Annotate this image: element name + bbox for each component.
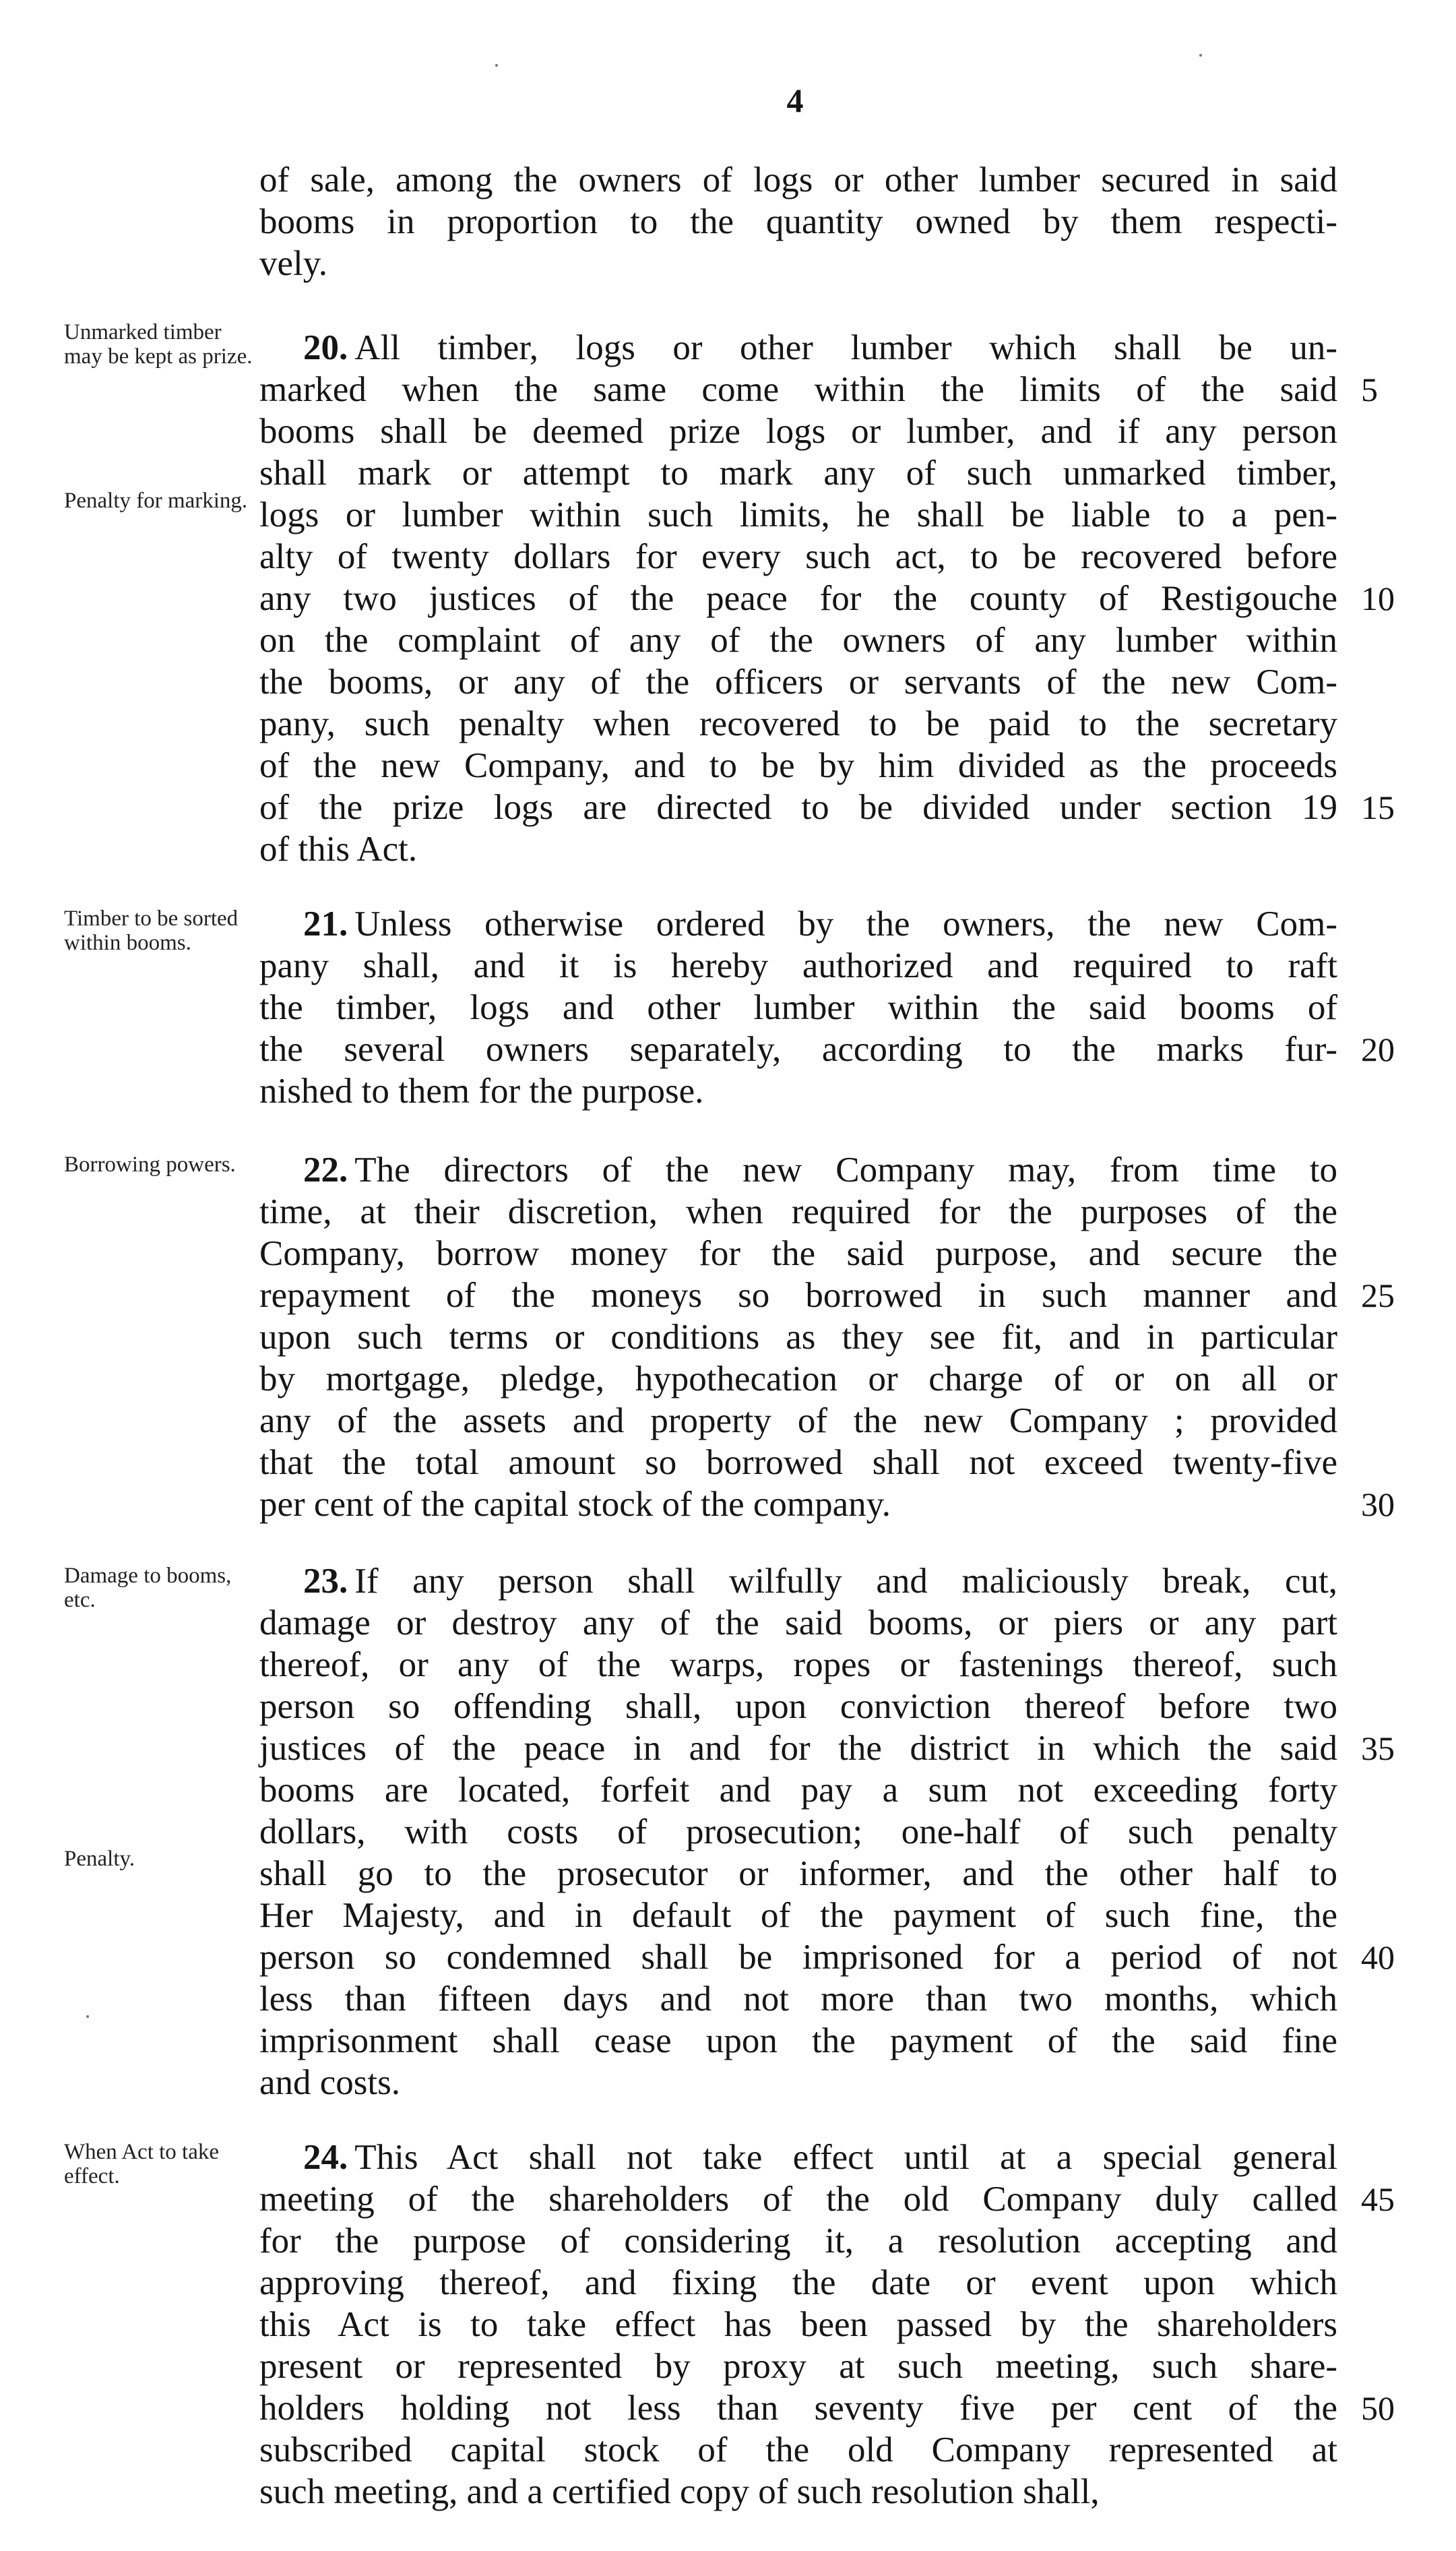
text-line: per cent of the capital stock of the company. <box>259 1485 891 1524</box>
text-line: alty of twenty dollars for every such act, to be recovered before <box>259 537 1337 576</box>
text-line: this Act is to take effect has been passed by the shareholders <box>259 2305 1337 2344</box>
line-number: 15 <box>1361 789 1395 826</box>
text-line: vely. <box>259 244 328 283</box>
text-line: holders holding not less than seventy five per cent of the <box>259 2389 1337 2428</box>
margin-note: When Act to take effect. <box>64 2140 220 2188</box>
text-line: justices of the peace in and for the district in which the said <box>259 1729 1337 1768</box>
text-line: of sale, among the owners of logs or other lumber secured in said <box>259 160 1337 199</box>
section-number: 22. <box>303 1150 348 1190</box>
text-line: of this Act. <box>259 830 418 869</box>
text-line: dollars, with costs of prosecution; one-half of such penalty <box>259 1812 1337 1851</box>
text-line: and costs. <box>259 2063 401 2102</box>
scan-speck <box>1199 54 1202 57</box>
section-24-first-line: 24. This Act shall not take effect until at a special general <box>303 2138 1337 2177</box>
line-number: 45 <box>1361 2180 1395 2218</box>
text-line: any two justices of the peace for the county of Restigouche <box>259 579 1337 618</box>
margin-note: Timber to be sorted within booms. <box>64 906 239 955</box>
text-line: person so offending shall, upon conviction thereof before two <box>259 1687 1337 1726</box>
line-number: 20 <box>1361 1031 1395 1068</box>
line-number: 10 <box>1361 580 1395 617</box>
text-line: that the total amount so borrowed shall not exceed twenty-five <box>259 1443 1337 1482</box>
line-number: 50 <box>1361 2389 1395 2427</box>
margin-note: Unmarked timber may be kept as prize. <box>64 320 253 369</box>
text-line: for the purpose of considering it, a resolution accepting and <box>259 2221 1337 2261</box>
text-line: shall go to the prosecutor or informer, and the other half to <box>259 1854 1337 1893</box>
margin-note: Penalty for marking. <box>64 489 248 513</box>
text-line: marked when the same come within the limits of the said <box>259 370 1337 409</box>
section-20-first-line: 20. All timber, logs or other lumber which shall be un- <box>303 328 1337 367</box>
text-line: thereof, or any of the warps, ropes or fastenings thereof, such <box>259 1645 1337 1684</box>
margin-note: Damage to booms, etc. <box>64 1564 232 1612</box>
text-line: pany, such penalty when recovered to be paid to the secretary <box>259 704 1337 743</box>
text-line: repayment of the moneys so borrowed in such manner and <box>259 1276 1337 1315</box>
margin-note: Penalty. <box>64 1847 135 1871</box>
text-line: nished to them for the purpose. <box>259 1072 704 1111</box>
text-line: booms are located, forfeit and pay a sum not exceeding forty <box>259 1771 1337 1810</box>
line-number: 25 <box>1361 1277 1395 1314</box>
text-line: present or represented by proxy at such meeting, such share- <box>259 2347 1337 2386</box>
section-number: 24. <box>303 2138 348 2177</box>
text-line: damage or destroy any of the said booms, or piers or any part <box>259 1603 1337 1642</box>
text-line: logs or lumber within such limits, he shall be liable to a pen- <box>259 495 1337 534</box>
text-line: shall mark or attempt to mark any of such unmarked timber, <box>259 454 1337 493</box>
section-number: 23. <box>303 1562 348 1601</box>
section-23-first-line: 23. If any person shall wilfully and maliciously break, cut, <box>303 1562 1337 1601</box>
text-line: any of the assets and property of the new Company ; provided <box>259 1401 1337 1440</box>
text-line: less than fifteen days and not more than two months, which <box>259 1979 1337 2019</box>
scan-speck <box>495 64 498 67</box>
text-line: on the complaint of any of the owners of any lumber within <box>259 621 1337 660</box>
text-line: the booms, or any of the officers or servants of the new Com- <box>259 663 1337 702</box>
text-line: upon such terms or conditions as they see fit, and in particular <box>259 1318 1337 1357</box>
text-line: person so condemned shall be imprisoned for a period of not <box>259 1938 1337 1977</box>
text-line: pany shall, and it is hereby authorized and required to raft <box>259 946 1337 985</box>
text-line: subscribed capital stock of the old Company represented at <box>259 2430 1337 2469</box>
text-line: by mortgage, pledge, hypothecation or charge of or on all or <box>259 1359 1337 1399</box>
text-line: of the prize logs are directed to be divided under section 19 <box>259 788 1337 827</box>
line-number: 35 <box>1361 1729 1395 1767</box>
text-line: meeting of the shareholders of the old Company duly called <box>259 2180 1337 2219</box>
text-line: booms shall be deemed prize logs or lumber, and if any person <box>259 412 1337 451</box>
text-line: such meeting, and a certified copy of such resolution shall, <box>259 2472 1100 2511</box>
text-line: of the new Company, and to be by him divided as the proceeds <box>259 746 1337 785</box>
section-22-first-line: 22. The directors of the new Company may, from time to <box>303 1150 1337 1190</box>
section-number: 20. <box>303 328 348 367</box>
section-21-first-line: 21. Unless otherwise ordered by the owners, the new Com- <box>303 904 1337 944</box>
text-line: Her Majesty, and in default of the payment of such fine, the <box>259 1896 1337 1935</box>
text-line: time, at their discretion, when required for the purposes of the <box>259 1192 1337 1231</box>
text-line: imprisonment shall cease upon the payment of the said fine <box>259 2021 1337 2060</box>
text-line: Company, borrow money for the said purpose, and secure the <box>259 1234 1337 1273</box>
line-number: 40 <box>1361 1938 1395 1976</box>
margin-note: Borrowing powers. <box>64 1152 236 1177</box>
text-line: the several owners separately, according to the marks fur- <box>259 1030 1337 1069</box>
text-line: booms in proportion to the quantity owned by them respecti- <box>259 202 1337 241</box>
line-number: 5 <box>1361 371 1378 408</box>
line-number: 30 <box>1361 1485 1395 1523</box>
section-number: 21. <box>303 904 348 944</box>
text-line: approving thereof, and fixing the date or event upon which <box>259 2263 1337 2302</box>
page-number: 4 <box>786 82 804 119</box>
text-line: the timber, logs and other lumber within the said booms of <box>259 988 1337 1027</box>
scan-speck <box>86 2015 89 2018</box>
